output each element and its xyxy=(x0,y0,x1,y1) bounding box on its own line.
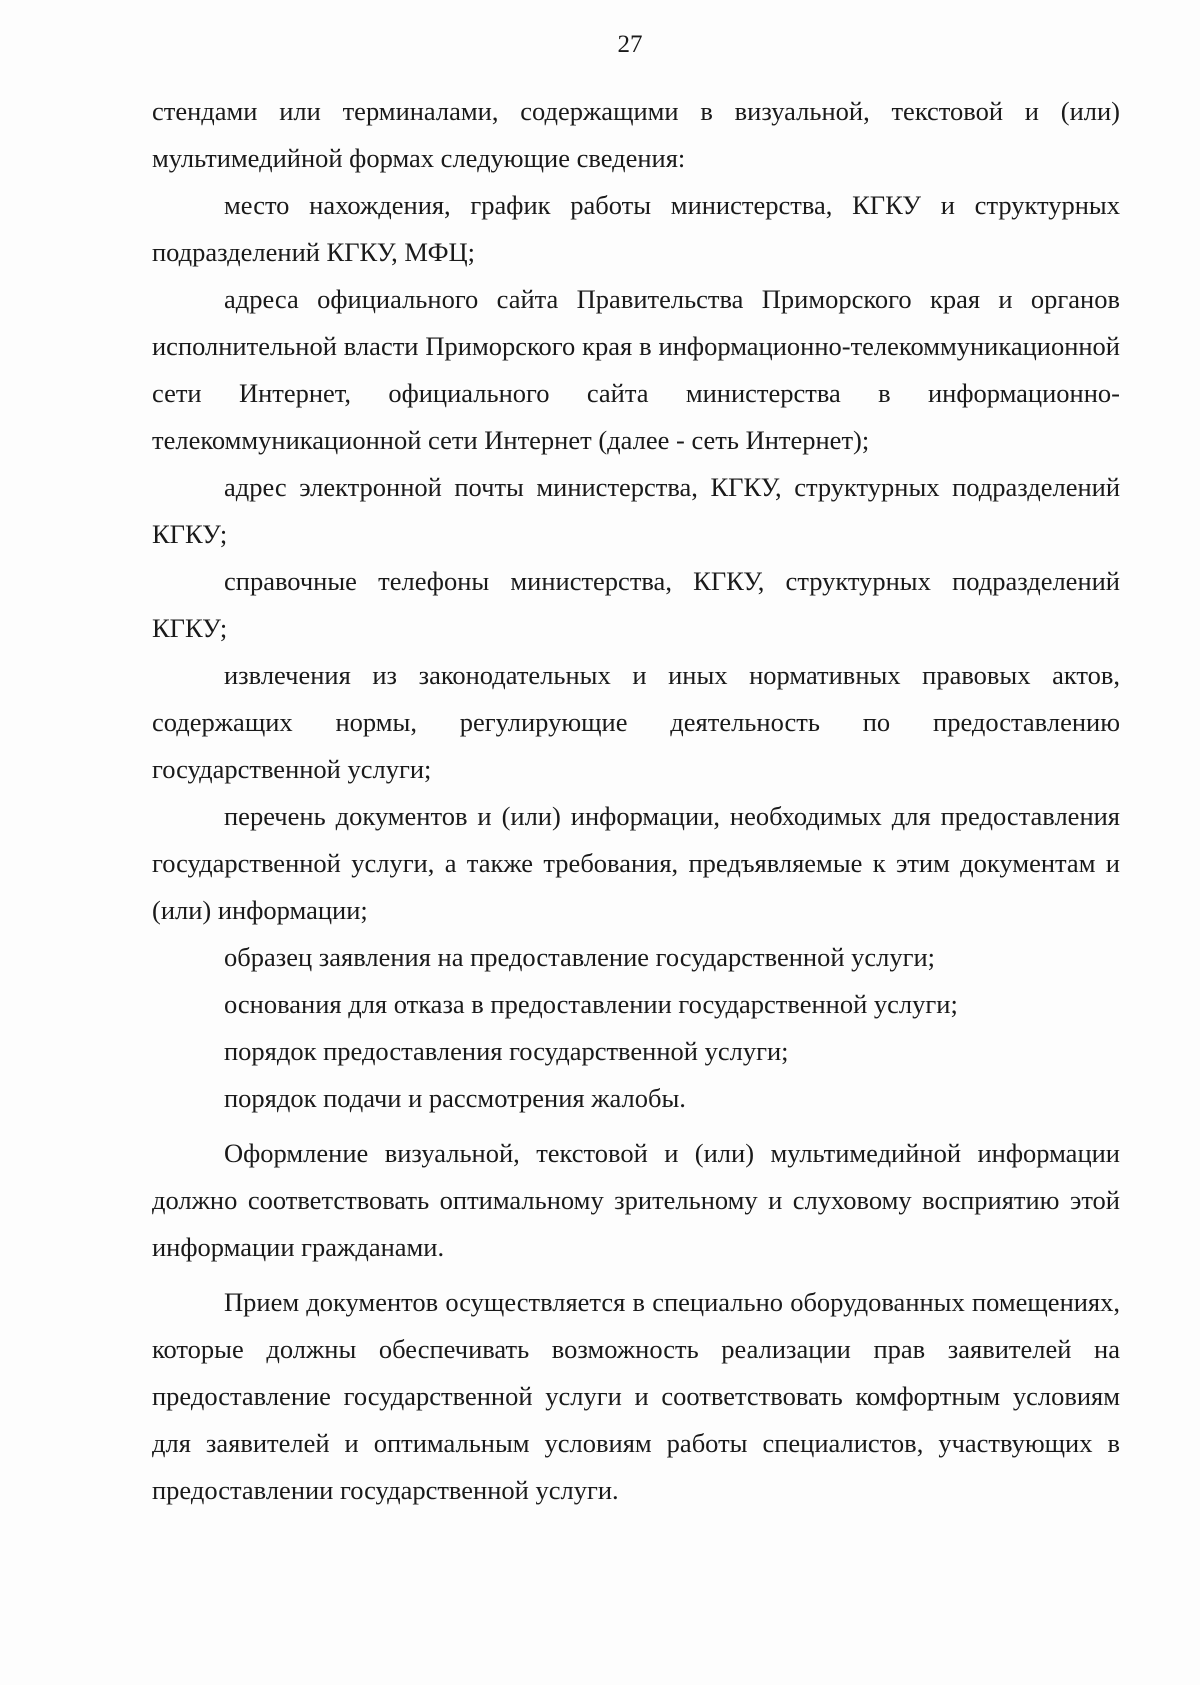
list-item-documents: перечень документов и (или) информации, необходимых для предоставления государственной услуги, а также требования, предъявляемые к этим документам и (или) информации; xyxy=(152,801,1120,925)
paragraph-intro: стендами или терминалами, содержащими в визуальной, текстовой и (или) мультимедийной формах следующие сведения: xyxy=(152,96,1120,173)
list-item-procedure: порядок предоставления государственной услуги; xyxy=(224,1036,789,1066)
list-item-sample-application: образец заявления на предоставление государственной услуги; xyxy=(224,942,936,972)
list-item-location: место нахождения, график работы министерства, КГКУ и структурных подразделений КГКУ, МФЦ; xyxy=(152,190,1120,267)
document-body xyxy=(152,88,1120,1514)
list-item-phones: справочные телефоны министерства, КГКУ, структурных подразделений КГКУ; xyxy=(152,566,1120,643)
list-item-email: адрес электронной почты министерства, КГКУ, структурных подразделений КГКУ; xyxy=(152,472,1120,549)
paragraph-design: Оформление визуальной, текстовой и (или) мультимедийной информации должно соответствовать оптимальному зрительному и слуховому восприятию этой информации гражданами. xyxy=(152,1138,1120,1262)
list-item-refusal-grounds: основания для отказа в предоставлении государственной услуги; xyxy=(224,989,958,1019)
list-item-complaints: порядок подачи и рассмотрения жалобы. xyxy=(224,1083,686,1113)
page-number: 27 xyxy=(617,31,643,58)
list-item-legal-extracts: извлечения из законодательных и иных нормативных правовых актов, содержащих нормы, регулирующие деятельность по предоставлению государственной услуги; xyxy=(152,660,1120,784)
list-item-websites: адреса официального сайта Правительства Приморского края и органов исполнительной власти Приморского края в информационно-телекоммуникационной сети Интернет, официального сайта министерства в информационно-телекоммуникационной сети Интернет (далее - сеть Интернет); xyxy=(152,284,1120,455)
paragraph-reception: Прием документов осуществляется в специально оборудованных помещениях, которые должны обеспечивать возможность реализации прав заявителей на предоставление государственной услуги и соответствовать комфортным условиям для заявителей и оптимальным условиям работы специалистов, участвующих в предоставлении государственной услуги. xyxy=(152,1287,1120,1505)
